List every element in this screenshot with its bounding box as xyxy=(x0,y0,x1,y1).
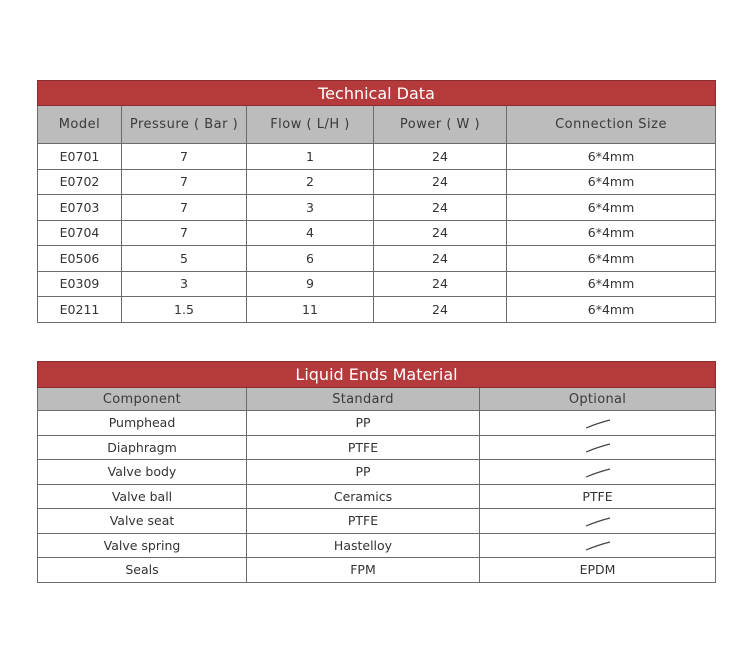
technical-cell: 6*4mm xyxy=(507,246,716,272)
technical-header-4: Connection Size xyxy=(507,106,716,144)
dash-slash-icon xyxy=(584,418,612,430)
technical-data-title: Technical Data xyxy=(38,81,716,106)
technical-cell: 6*4mm xyxy=(507,195,716,221)
liquid-row xyxy=(38,484,716,509)
liquid-cell: Valve ball xyxy=(38,484,247,509)
liquid-row xyxy=(38,411,716,436)
liquid-row xyxy=(38,509,716,534)
technical-cell: 7 xyxy=(122,195,247,221)
dash-slash-icon xyxy=(584,467,612,479)
liquid-ends-title: Liquid Ends Material xyxy=(38,362,716,388)
technical-cell: 24 xyxy=(374,144,507,170)
technical-header-1: Pressure ( Bar ) xyxy=(122,106,247,144)
liquid-cell: Valve seat xyxy=(38,509,247,534)
technical-cell: E0704 xyxy=(38,220,122,246)
liquid-header-0: Component xyxy=(38,388,247,411)
liquid-cell: PP xyxy=(247,460,480,485)
liquid-cell: Diaphragm xyxy=(38,435,247,460)
liquid-ends-table xyxy=(37,361,716,583)
technical-cell: 24 xyxy=(374,246,507,272)
technical-data-table xyxy=(37,80,716,323)
liquid-cell: PTFE xyxy=(480,484,716,509)
technical-cell: 6*4mm xyxy=(507,169,716,195)
technical-header-2: Flow ( L/H ) xyxy=(247,106,374,144)
dash-slash-icon xyxy=(584,442,612,454)
liquid-row xyxy=(38,435,716,460)
technical-cell: 1.5 xyxy=(122,297,247,323)
liquid-header-row xyxy=(38,388,716,411)
liquid-cell: PTFE xyxy=(247,435,480,460)
technical-cell: 3 xyxy=(247,195,374,221)
technical-cell: 3 xyxy=(122,271,247,297)
liquid-cell xyxy=(480,533,716,558)
dash-slash-icon xyxy=(584,516,612,528)
technical-header-row xyxy=(38,106,716,144)
technical-cell: 24 xyxy=(374,169,507,195)
technical-cell: 24 xyxy=(374,297,507,323)
technical-cell: 5 xyxy=(122,246,247,272)
technical-header-3: Power ( W ) xyxy=(374,106,507,144)
technical-cell: 6*4mm xyxy=(507,220,716,246)
technical-cell: 6*4mm xyxy=(507,297,716,323)
liquid-cell: Valve body xyxy=(38,460,247,485)
liquid-row xyxy=(38,460,716,485)
liquid-cell: PP xyxy=(247,411,480,436)
liquid-cell: Seals xyxy=(38,558,247,583)
liquid-cell: PTFE xyxy=(247,509,480,534)
liquid-cell: Pumphead xyxy=(38,411,247,436)
liquid-cell: Ceramics xyxy=(247,484,480,509)
liquid-cell xyxy=(480,509,716,534)
liquid-row xyxy=(38,558,716,583)
liquid-body xyxy=(38,411,716,583)
liquid-cell xyxy=(480,435,716,460)
technical-cell: E0702 xyxy=(38,169,122,195)
technical-cell: 9 xyxy=(247,271,374,297)
liquid-cell xyxy=(480,411,716,436)
technical-cell: 7 xyxy=(122,169,247,195)
liquid-cell: EPDM xyxy=(480,558,716,583)
technical-cell: 2 xyxy=(247,169,374,195)
technical-cell: 11 xyxy=(247,297,374,323)
technical-cell: 7 xyxy=(122,220,247,246)
technical-row xyxy=(38,246,716,272)
technical-cell: E0701 xyxy=(38,144,122,170)
technical-row xyxy=(38,169,716,195)
technical-cell: 6*4mm xyxy=(507,271,716,297)
liquid-cell: FPM xyxy=(247,558,480,583)
technical-cell: E0211 xyxy=(38,297,122,323)
technical-row xyxy=(38,144,716,170)
technical-cell: E0506 xyxy=(38,246,122,272)
liquid-row xyxy=(38,533,716,558)
technical-row xyxy=(38,220,716,246)
technical-cell: 6*4mm xyxy=(507,144,716,170)
technical-cell: 6 xyxy=(247,246,374,272)
technical-cell: 1 xyxy=(247,144,374,170)
technical-cell: 24 xyxy=(374,195,507,221)
technical-cell: 24 xyxy=(374,220,507,246)
technical-row xyxy=(38,271,716,297)
technical-cell: 7 xyxy=(122,144,247,170)
technical-row xyxy=(38,195,716,221)
technical-header-0: Model xyxy=(38,106,122,144)
liquid-header-1: Standard xyxy=(247,388,480,411)
technical-cell: 4 xyxy=(247,220,374,246)
technical-body xyxy=(38,144,716,323)
liquid-cell: Hastelloy xyxy=(247,533,480,558)
technical-cell: E0309 xyxy=(38,271,122,297)
liquid-cell xyxy=(480,460,716,485)
liquid-cell: Valve spring xyxy=(38,533,247,558)
dash-slash-icon xyxy=(584,540,612,552)
technical-cell: E0703 xyxy=(38,195,122,221)
technical-cell: 24 xyxy=(374,271,507,297)
liquid-header-2: Optional xyxy=(480,388,716,411)
technical-row xyxy=(38,297,716,323)
